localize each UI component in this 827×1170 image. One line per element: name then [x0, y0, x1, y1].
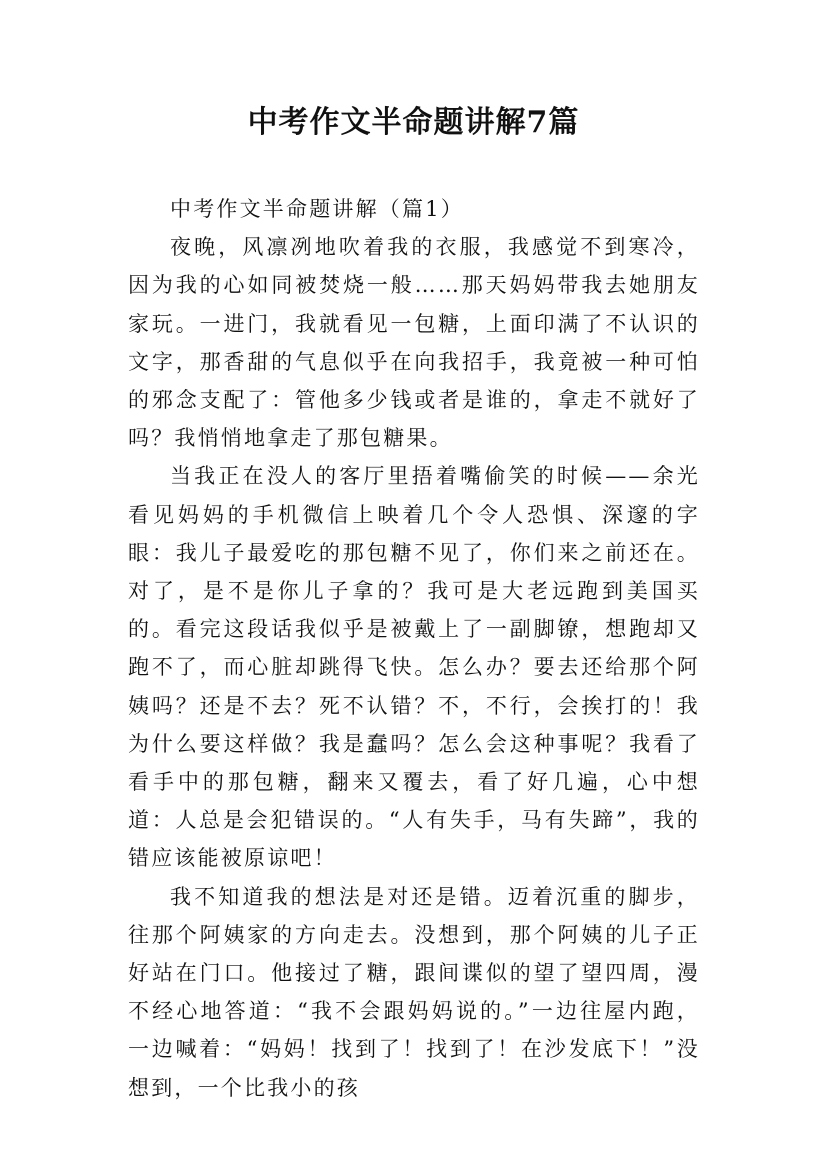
paragraph: 我不知道我的想法是对还是错。迈着沉重的脚步，往那个阿姨家的方向走去。没想到，那个阿姨的儿子正好站在门口。他接过了糖，跟间谍似的望了望四周，漫不经心地答道：“我不会跟妈妈说的。”一边往屋内跑，一边喊着：“妈妈！找到了！找到了！在沙发底下！”没想到，一个比我小的孩	[128, 884, 700, 1100]
section-heading: 中考作文半命题讲解（篇1）	[170, 197, 464, 221]
document-title: 中考作文半命题讲解7篇	[247, 105, 580, 140]
document-body	[128, 190, 700, 1107]
paragraph: 当我正在没人的客厅里捂着嘴偷笑的时候——余光看见妈妈的手机微信上映着几个令人恐惧、深邃的字眼：我儿子最爱吃的那包糖不见了，你们来之前还在。对了，是不是你儿子拿的？我可是大老远跑到美国买的。看完这段话我似乎是被戴上了一副脚镣，想跑却又跑不了，而心脏却跳得飞快。怎么办？要去还给那个阿姨吗？还是不去？死不认错？不，不行，会挨打的！我为什么要这样做？我是蠢吗？怎么会这种事呢？我看了看手中的那包糖，翻来又覆去，看了好几遍，心中想道：人总是会犯错误的。“人有失手，马有失蹄”，我的错应该能被原谅吧！	[128, 464, 700, 871]
paragraph: 夜晚，风凛冽地吹着我的衣服，我感觉不到寒冷，因为我的心如同被焚烧一般……那天妈妈带我去她朋友家玩。一进门，我就看见一包糖，上面印满了不认识的文字，那香甜的气息似乎在向我招手，我竟被一种可怕的邪念支配了：管他多少钱或者是谁的，拿走不就好了吗？我悄悄地拿走了那包糖果。	[128, 235, 700, 451]
